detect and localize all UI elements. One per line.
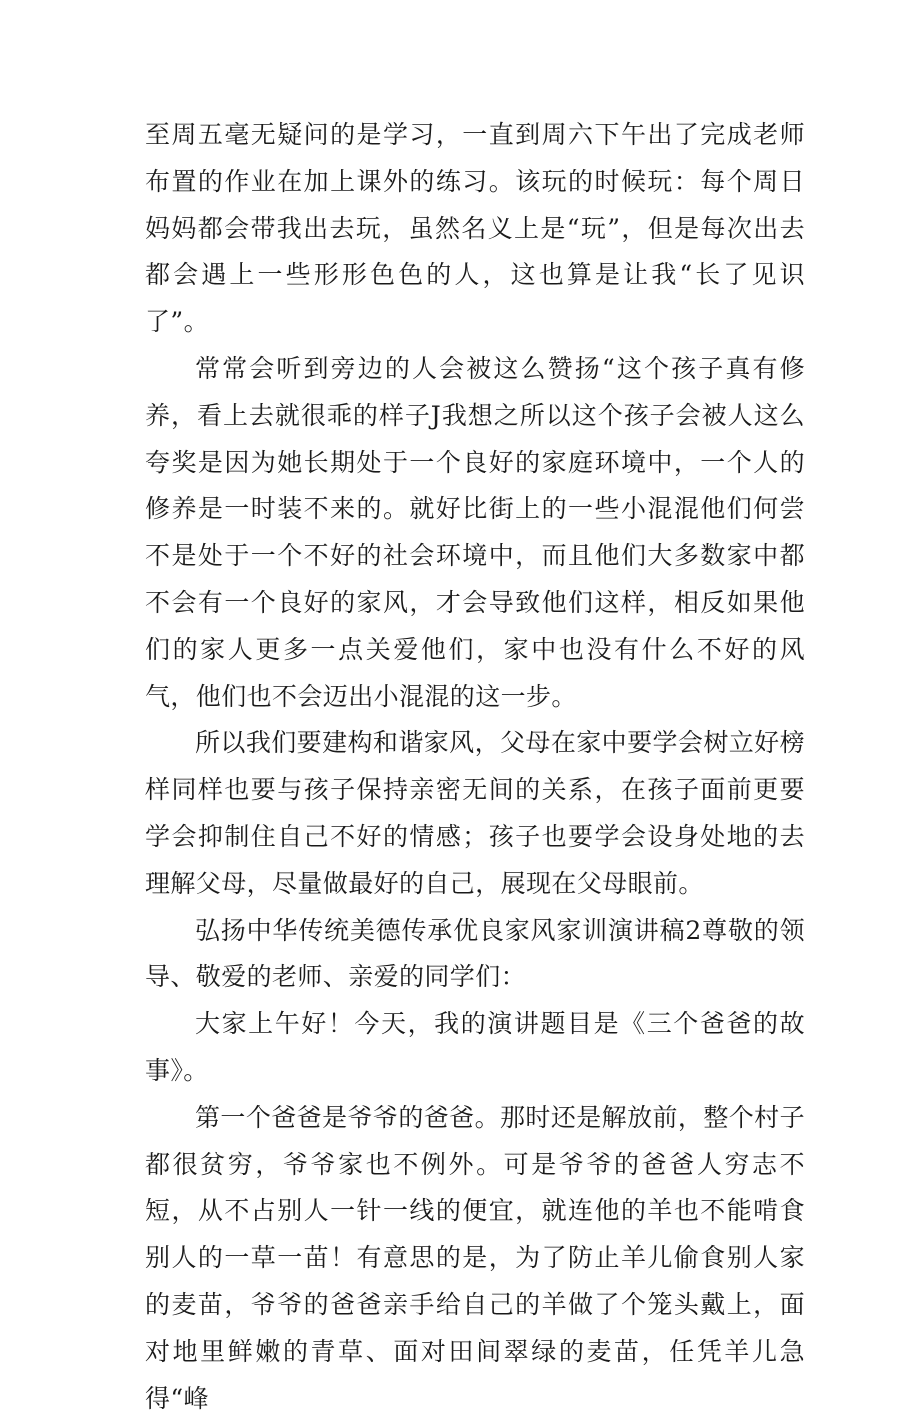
paragraph-2: 常常会听到旁边的人会被这么赞扬“这个孩子真有修养，看上去就很乖的样子J我想之所以这个孩子会被人这么夸奖是因为她长期处于一个良好的家庭环境中，一个人的修养是一时装不来的。就好比街上的一些小混混他们何尝不是处于一个不好的社会环境中，而且他们大多数家中都不会有一个良好的家风，才会导致他们这样，相反如果他们的家人更多一点关爱他们，家中也没有什么不好的风气，他们也不会迈出小混混的这一步。 <box>145 353 805 711</box>
paragraph-4: 弘扬中华传统美德传承优良家风家训演讲稿2尊敬的领导、敬爱的老师、亲爱的同学们： <box>145 915 805 992</box>
paragraph-3: 所以我们要建构和谐家风，父母在家中要学会树立好榜样同样也要与孩子保持亲密无间的关系，在孩子面前更要学会抑制住自己不好的情感；孩子也要学会设身处地的去理解父母，尽量做最好的自己，展现在父母眼前。 <box>145 728 805 898</box>
paragraph-6: 第一个爸爸是爷爷的爸爸。那时还是解放前，整个村子都很贫穷，爷爷家也不例外。可是爷爷的爸爸人穷志不短，从不占别人一针一线的便宜，就连他的羊也不能啃食别人的一草一苗！有意思的是，为了防止羊儿偷食别人家的麦苗，爷爷的爸爸亲手给自己的羊做了个笼头戴上，面对地里鲜嫩的青草、面对田间翠绿的麦苗，任凭羊儿急得“峰 <box>145 1102 805 1413</box>
paragraph-1: 至周五毫无疑问的是学习，一直到周六下午出了完成老师布置的作业在加上课外的练习。该玩的时候玩：每个周日妈妈都会带我出去玩，虽然名义上是“玩”，但是每次出去都会遇上一些形形色色的人，这也算是让我“长了见识了”。 <box>145 120 805 337</box>
paragraph-5: 大家上午好！今天，我的演讲题目是《三个爸爸的故事》。 <box>145 1009 805 1085</box>
document-body <box>145 112 805 1422</box>
